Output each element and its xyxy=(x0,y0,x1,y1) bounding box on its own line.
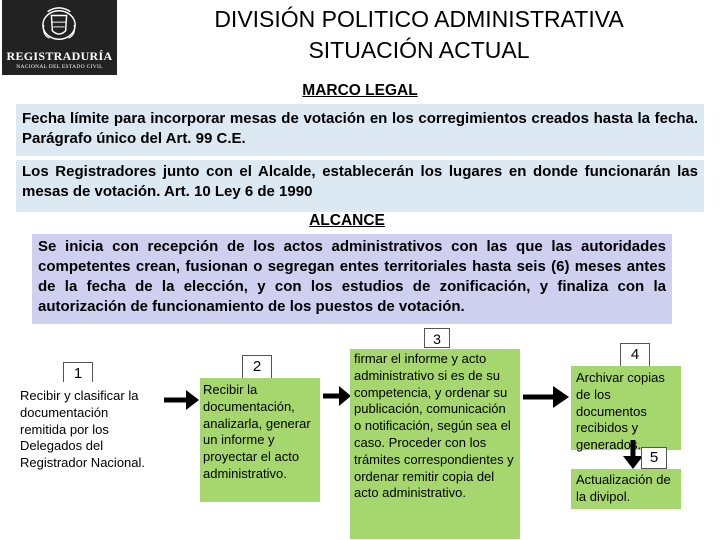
step-1-text: Recibir y clasificar la documentación remitida por los Delegados del Registrador Nacional. xyxy=(16,382,160,474)
marco-legal-paragraph-1: Fecha límite para incorporar mesas de votación en los corregimientos creados hasta la fecha. Parágrafo único del Art. 99 C.E. xyxy=(16,104,704,156)
step-4-text: Archivar copias de los documentos recibidos y generados. xyxy=(571,366,681,450)
arrow-right-icon xyxy=(322,384,352,408)
step-4-number: 4 xyxy=(620,343,650,367)
alcance-paragraph: Se inicia con recepción de los actos administrativos con las que las autoridades competentes crean, fusionan o segregan entes territoriales hasta seis (6) meses antes de la fecha de la elección, y con los estudios de zonificación, y finaliza con la autorización de funcionamiento de los puestos de votación. xyxy=(32,234,672,324)
arrow-right-icon xyxy=(522,384,570,410)
registraduria-logo xyxy=(2,0,117,75)
step-3-number: 3 xyxy=(424,328,450,348)
step-3-text: firmar el informe y acto administrativo si es de su competencia, y ordenar su publicación, comunicación o notificación, según sea el caso. Proceder con los trámites correspondientes y ordenar remitir copia del acto administrativo. xyxy=(350,349,520,539)
step-1-number: 1 xyxy=(63,362,93,386)
alcance-heading: ALCANCE xyxy=(300,212,394,232)
arrow-right-icon xyxy=(162,388,200,412)
marco-legal-heading: MARCO LEGAL xyxy=(290,82,430,103)
page-title xyxy=(118,4,720,66)
title-line-2: SITUACIÓN ACTUAL xyxy=(308,37,530,63)
logo-subtitle: NACIONAL DEL ESTADO CIVIL xyxy=(16,64,103,70)
step-5-number: 5 xyxy=(641,447,667,469)
step-2-text: Recibir la documentación, analizarla, generar un informe y proyectar el acto administrativo. xyxy=(200,378,320,502)
title-line-1: DIVISIÓN POLITICO ADMINISTRATIVA xyxy=(214,6,624,32)
marco-legal-paragraph-2: Los Registradores junto con el Alcalde, establecerán los lugares en donde funcionarán las mesas de votación. Art. 10 Ley 6 de 1990 xyxy=(16,160,704,212)
step-2-number: 2 xyxy=(242,355,272,379)
step-5-text: Actualización de la divipol. xyxy=(571,469,681,509)
logo-name: REGISTRADURÍA xyxy=(6,49,113,63)
coat-of-arms-icon xyxy=(40,6,78,44)
